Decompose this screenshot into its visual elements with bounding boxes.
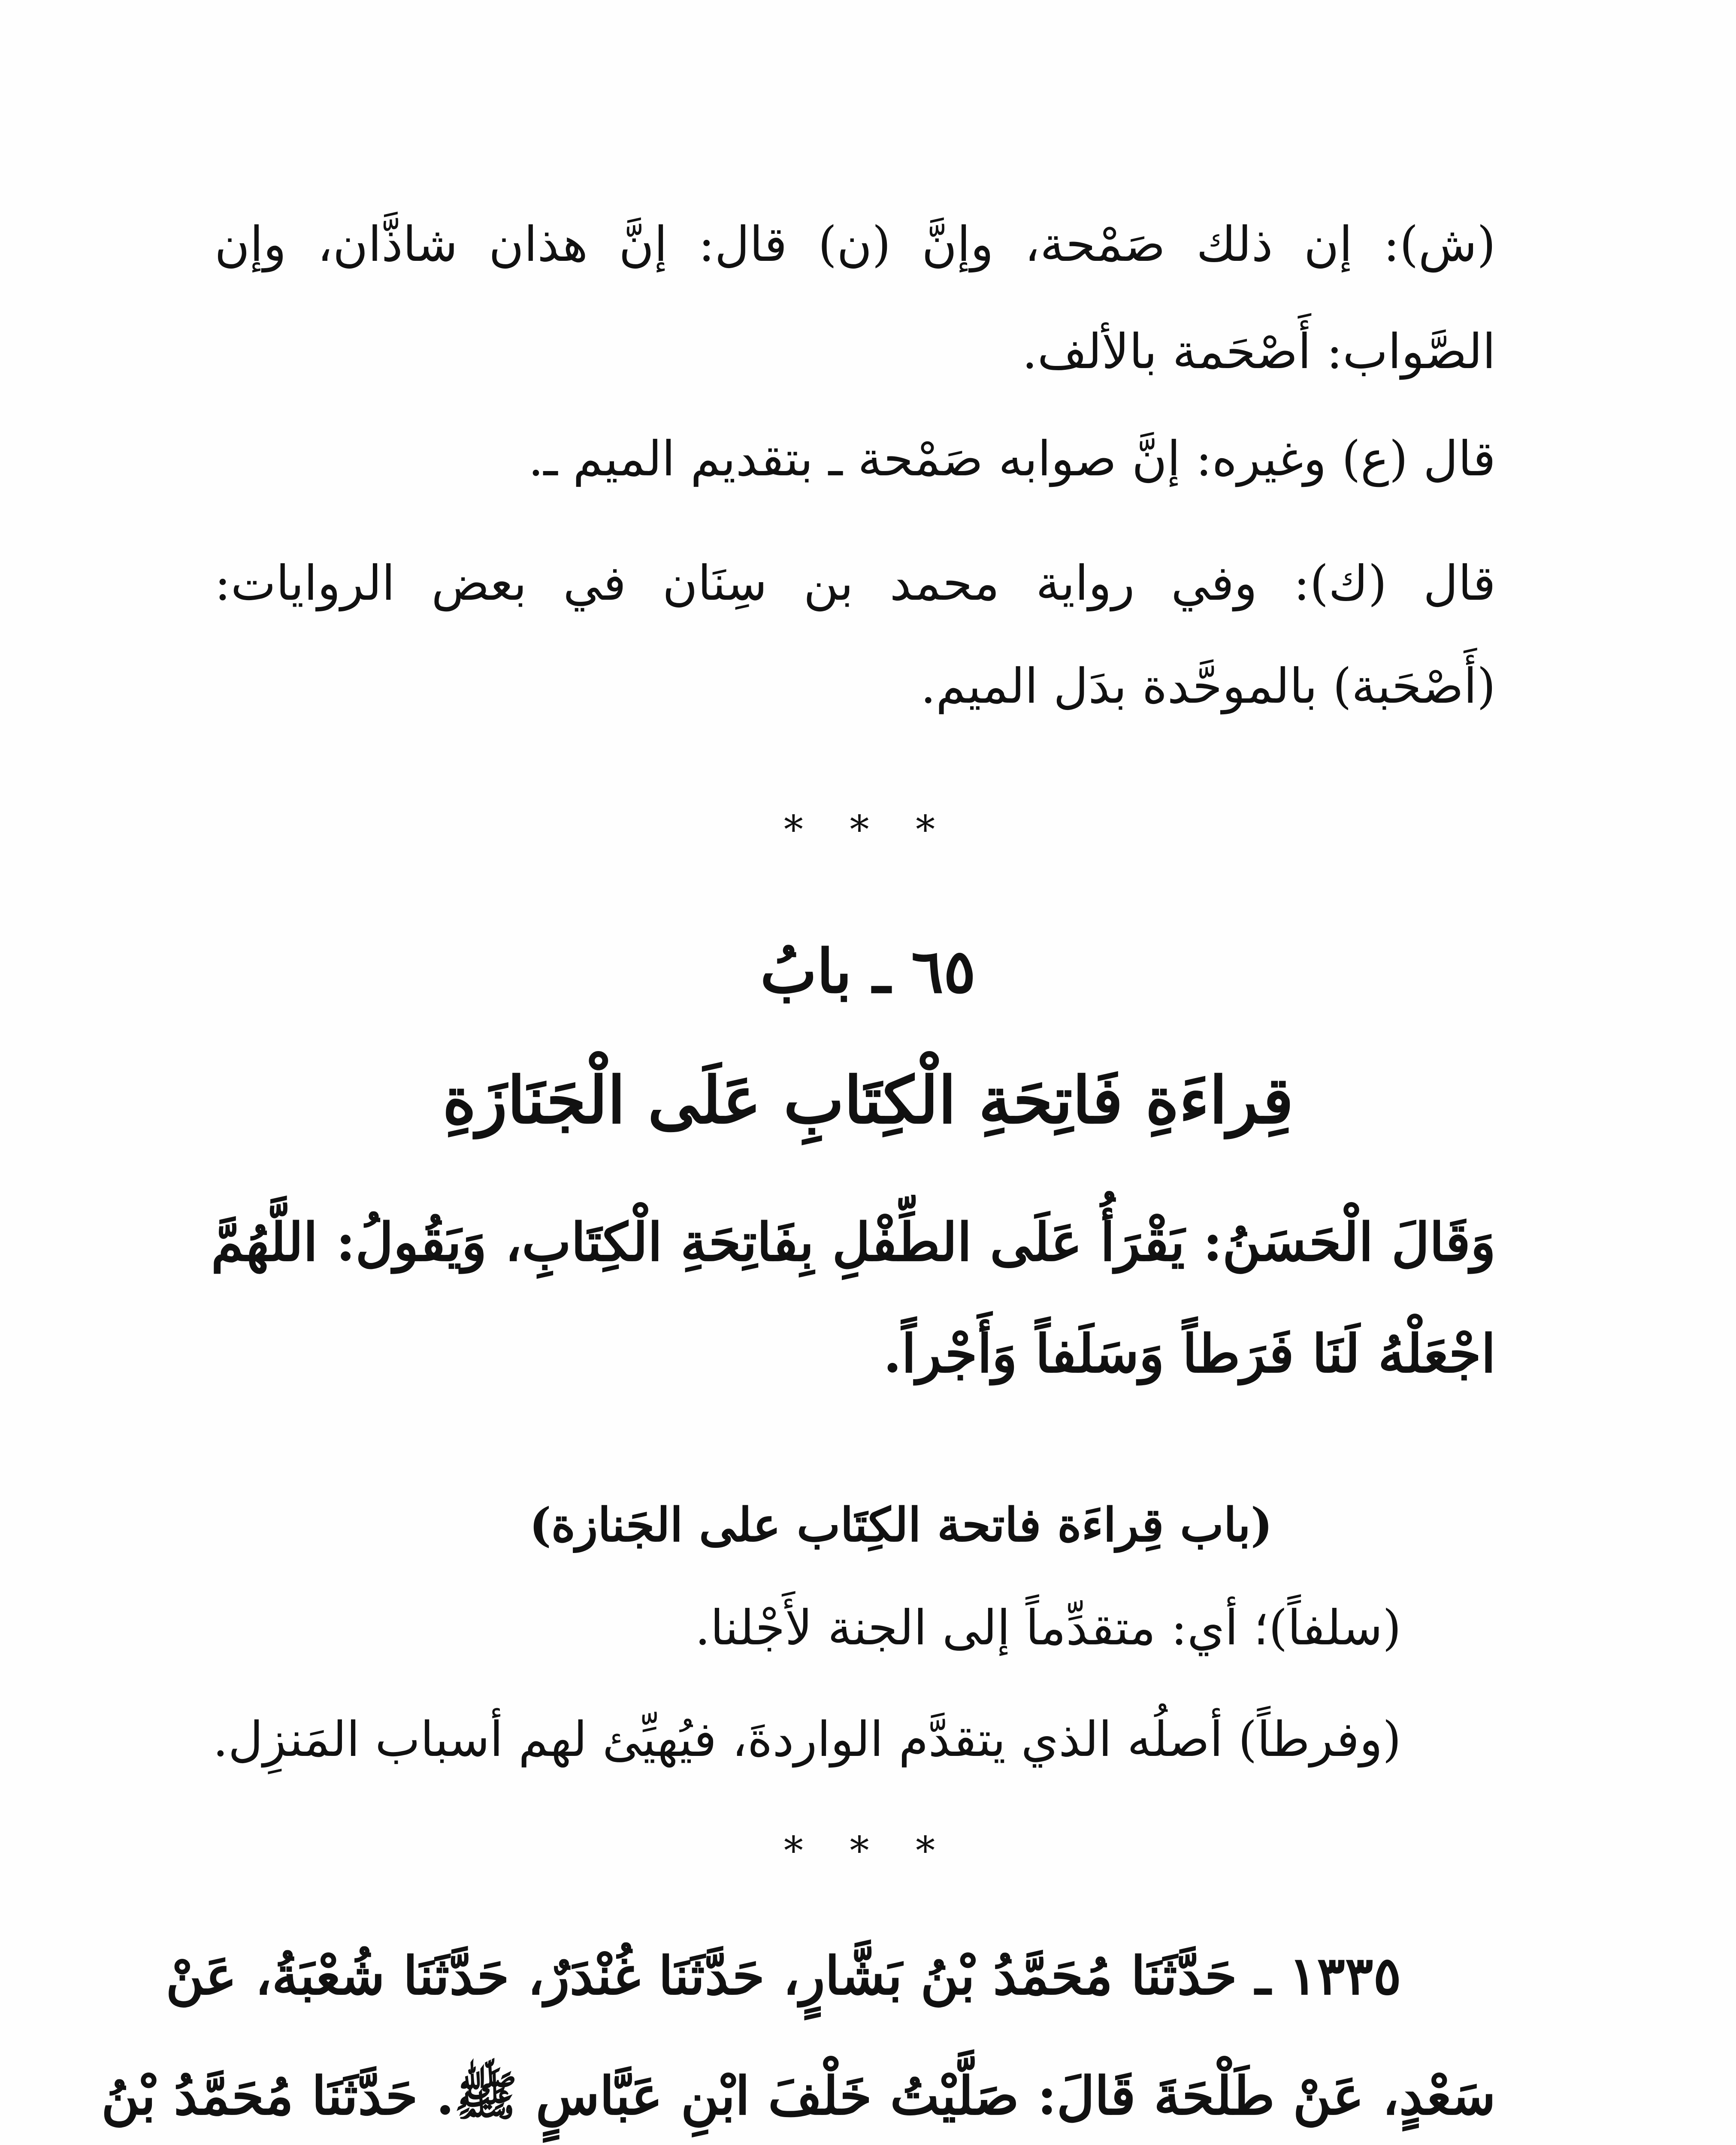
commentary-line: الصَّواب: أَصْحَمة بالألف. xyxy=(1022,324,1496,380)
commentary-line: قال (ك): وفي رواية محمد بن سِنَان في بعض الروايات: xyxy=(215,556,1496,611)
chapter-number: ٦٥ ـ بابُ xyxy=(760,937,976,1007)
commentary-heading: (باب قِراءَة فاتحة الكِتَاب على الجَنازة) xyxy=(529,1498,1273,1552)
hadith-line: ١٣٣٥ ـ حَدَّثَنَا مُحَمَّدُ بْنُ بَشَّارٍ، حَدَّثَنَا غُنْدَرٌ، حَدَّثَنَا شُعْبَةُ، عَنْ xyxy=(166,1945,1401,2006)
narration-line: اجْعَلْهُ لَنَا فَرَطاً وَسَلَفاً وَأَجْراً. xyxy=(883,1323,1496,1384)
commentary-line: قال (ع) وغيره: إنَّ صوابه صَمْحة ـ بتقديم الميم ـ. xyxy=(528,431,1496,487)
commentary-line: (سلفاً)؛ أي: متقدِّماً إلى الجنة لأَجْلنا. xyxy=(695,1600,1401,1656)
section-separator: * * * xyxy=(783,807,953,852)
commentary-line: (وفرطاً) أصلُه الذي يتقدَّم الواردةَ، فيُهيِّئ لهم أسباب المَنزِل. xyxy=(213,1712,1401,1767)
section-separator: * * * xyxy=(783,1828,953,1873)
hadith-line: سَعْدٍ، عَنْ طَلْحَةَ قَالَ: صَلَّيْتُ خَلْفَ ابْنِ عَبَّاسٍ ﷺ. حَدَّثَنَا مُحَمَّدُ بْنُ xyxy=(101,2065,1496,2127)
commentary-line: (أَصْحَبة) بالموحَّدة بدَل الميم. xyxy=(920,659,1496,714)
commentary-line: (ش): إن ذلك صَمْحة، وإنَّ (ن) قال: إنَّ هذان شاذَّان، وإن xyxy=(215,217,1496,272)
chapter-title: قِراءَةِ فَاتِحَةِ الْكِتَابِ عَلَى الْجَنَازَةِ xyxy=(442,1063,1294,1138)
narration-line: وَقَالَ الْحَسَنُ: يَقْرَأُ عَلَى الطِّفْلِ بِفَاتِحَةِ الْكِتَابِ، وَيَقُولُ: اللَّهُمَّ xyxy=(211,1211,1496,1273)
